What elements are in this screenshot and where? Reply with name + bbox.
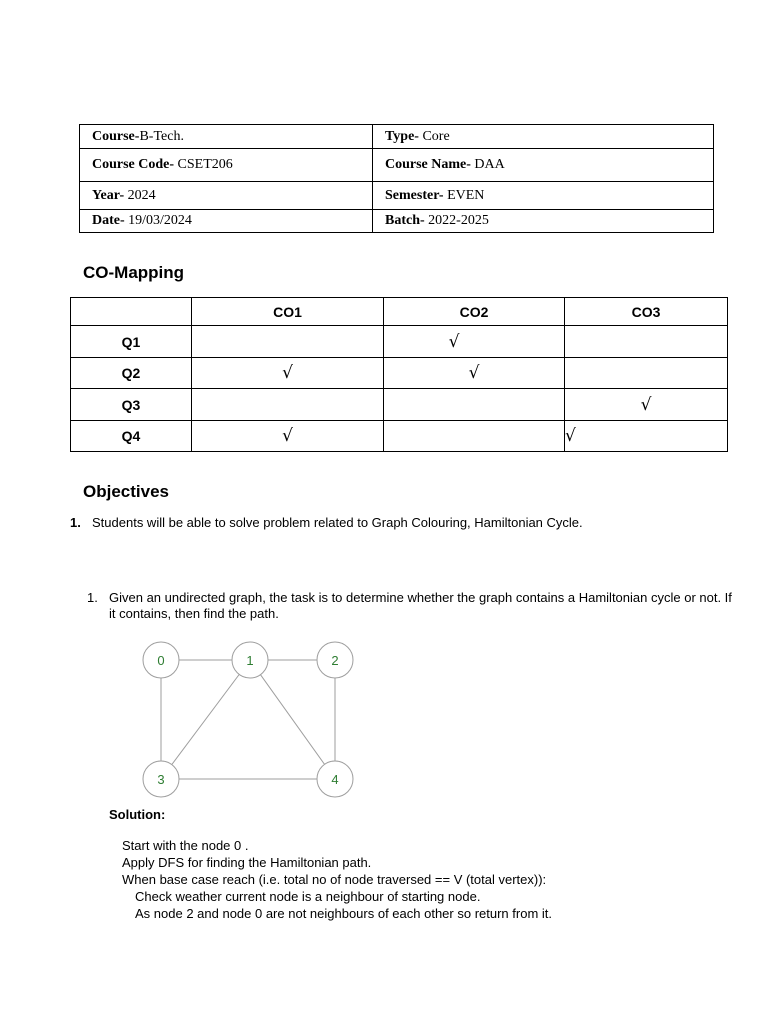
question-label: Q1: [71, 326, 192, 358]
type-cell: Type- Core: [373, 125, 714, 149]
co-row-q2: [71, 358, 728, 389]
batch-cell: Batch- 2022-2025: [373, 210, 714, 233]
course-cell: Course-B-Tech.: [80, 125, 373, 149]
solution-line: As node 2 and node 0 are not neighbours of each other so return from it.: [135, 906, 552, 921]
co-row-q4: [71, 421, 728, 452]
co1-cell: √: [192, 358, 384, 389]
co3-cell: [565, 326, 728, 358]
objectives-heading: Objectives: [83, 482, 169, 501]
co-mapping-heading: CO-Mapping: [83, 263, 185, 282]
co-mapping-table: [70, 297, 728, 452]
graph-edge-1-4: [250, 660, 335, 779]
course-name-cell: Course Name- DAA: [373, 149, 714, 182]
co-header-blank: [71, 298, 192, 326]
co-header-co1: CO1: [192, 298, 384, 326]
question-label: Q2: [71, 358, 192, 389]
question-number: 1.: [87, 590, 98, 605]
graph-node-label-3: 3: [157, 772, 165, 787]
solution-line: When base case reach (i.e. total no of node traversed == V (total vertex)):: [122, 872, 547, 887]
co-row-q1: [71, 326, 728, 358]
solution-line: Check weather current node is a neighbour of starting node.: [135, 889, 481, 904]
objective-item: 1. Students will be able to solve problem related to Graph Colouring, Hamiltonian Cycle.: [70, 515, 583, 530]
co1-cell: [192, 389, 384, 421]
graph-node-label-2: 2: [331, 653, 339, 668]
course-code-cell: Course Code- CSET206: [80, 149, 373, 182]
co2-cell: [384, 421, 565, 452]
graph-node-label-1: 1: [246, 653, 254, 668]
graph-edge-1-3: [161, 660, 250, 779]
co1-cell: √: [192, 421, 384, 452]
question-text: Given an undirected graph, the task is to determine whether the graph contains a Hamiltonian cycle or not. If it contains, then find the path.: [109, 590, 732, 621]
solution-label: Solution:: [109, 807, 166, 822]
graph-node-label-0: 0: [157, 653, 165, 668]
co1-cell: [192, 326, 384, 358]
hamiltonian-graph: [130, 640, 370, 810]
co-row-q3: [71, 389, 728, 421]
co3-cell: √: [565, 389, 728, 421]
semester-cell: Semester- EVEN: [373, 182, 714, 210]
co2-cell: √: [384, 326, 565, 358]
solution-line: Apply DFS for finding the Hamiltonian path.: [122, 855, 372, 870]
co2-cell: √: [384, 358, 565, 389]
date-cell: Date- 19/03/2024: [80, 210, 373, 233]
co3-cell: √: [565, 421, 728, 452]
co3-cell: [565, 358, 728, 389]
question-1: [87, 590, 747, 622]
solution-line: Start with the node 0 .: [122, 838, 249, 853]
question-label: Q3: [71, 389, 192, 421]
graph-node-label-4: 4: [331, 772, 339, 787]
question-label: Q4: [71, 421, 192, 452]
co2-cell: [384, 389, 565, 421]
co-header-co2: CO2: [384, 298, 565, 326]
year-cell: Year- 2024: [80, 182, 373, 210]
course-info-table: [79, 124, 714, 233]
co-header-co3: CO3: [565, 298, 728, 326]
